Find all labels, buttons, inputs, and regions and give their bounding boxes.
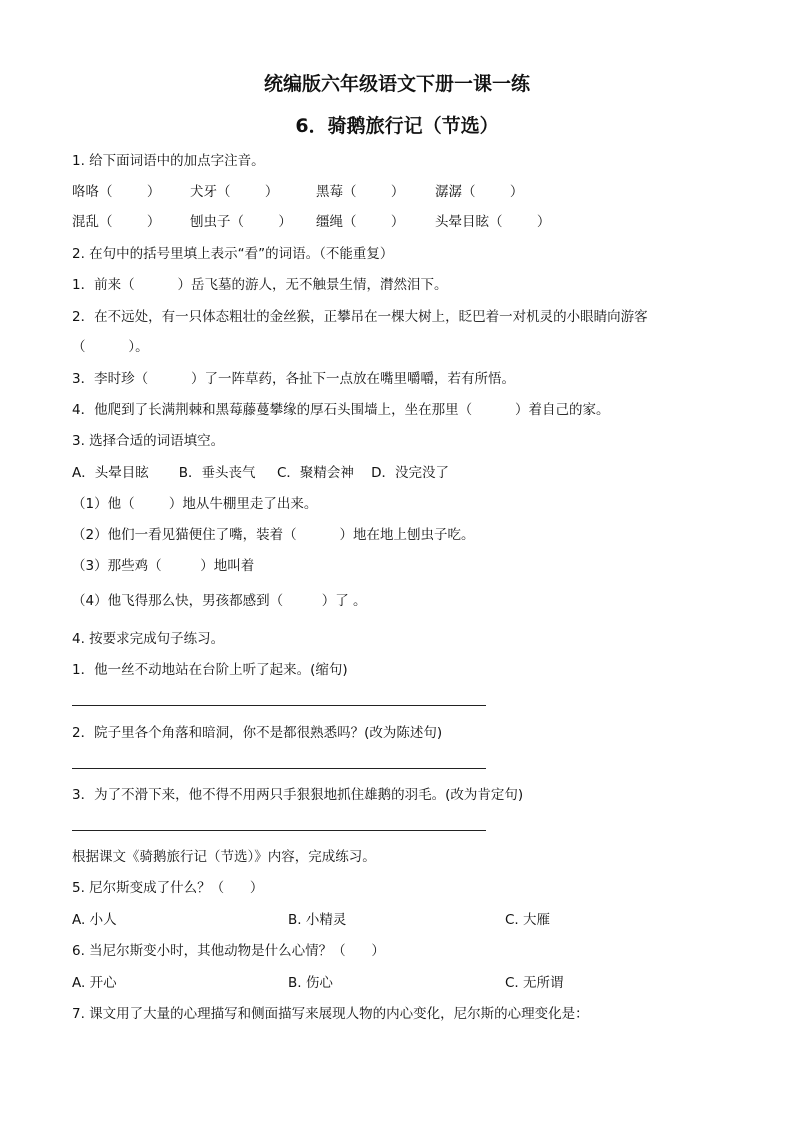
answer-line[interactable] <box>72 705 486 706</box>
q5-option-a[interactable]: A. 小人 <box>72 912 117 928</box>
q1-word: 潺潺（ ） <box>435 184 524 200</box>
page-title: 统编版六年级语文下册一课一练 <box>263 73 530 95</box>
q6-option-c[interactable]: C. 无所谓 <box>505 975 564 991</box>
q4-item: 2．院子里各个角落和暗洞，你不是都很熟悉吗？(改为陈述句) <box>72 725 443 741</box>
q5-option-b[interactable]: B. 小精灵 <box>288 912 347 928</box>
q7-stem: 7. 课文用了大量的心理描写和侧面描写来展现人物的内心变化，尼尔斯的心理变化是： <box>72 1006 589 1022</box>
q3-item: （1）他（ ）地从牛棚里走了出来。 <box>72 496 318 512</box>
q3-stem: 3. 选择合适的词语填空。 <box>72 433 225 449</box>
reading-intro: 根据课文《骑鹅旅行记（节选）》内容，完成练习。 <box>72 849 376 865</box>
q3-item: （3）那些鸡（ ）地叫着 <box>72 558 255 574</box>
q2-item: 2．在不远处，有一只体态粗壮的金丝猴，正攀吊在一棵大树上，眨巴着一对机灵的小眼睛向游客 <box>72 309 648 325</box>
q1-word: 咯咯（ ） <box>72 184 161 200</box>
q1-stem: 1. 给下面词语中的加点字注音。 <box>72 153 265 169</box>
answer-line[interactable] <box>72 768 486 769</box>
q5-option-c[interactable]: C. 大雁 <box>505 912 551 928</box>
q2-item: （ ）。 <box>72 339 149 355</box>
q4-stem: 4. 按要求完成句子练习。 <box>72 631 225 647</box>
q6-stem: 6. 当尼尔斯变小时，其他动物是什么心情？（ ） <box>72 943 385 959</box>
q2-item: 3．李时珍（ ）了一阵草药，各扯下一点放在嘴里嚼嚼，若有所悟。 <box>72 371 516 387</box>
q2-item: 4．他爬到了长满荆棘和黑莓藤蔓攀缘的厚石头围墙上，坐在那里（ ）着自己的家。 <box>72 402 610 418</box>
q3-item: （4）他飞得那么快，男孩都感到（ ）了 。 <box>72 593 367 609</box>
q2-item: 1．前来（ ）岳飞墓的游人，无不触景生情，潸然泪下。 <box>72 277 448 293</box>
q2-stem: 2. 在句中的括号里填上表示“看”的词语。（不能重复） <box>72 246 394 262</box>
q6-option-a[interactable]: A. 开心 <box>72 975 117 991</box>
lesson-title: 6．骑鹅旅行记（节选） <box>295 115 499 137</box>
q1-word: 犬牙（ ） <box>190 184 279 200</box>
q4-item: 3．为了不滑下来，他不得不用两只手狠狠地抓住雄鹅的羽毛。(改为肯定句) <box>72 787 524 803</box>
answer-line[interactable] <box>72 830 486 831</box>
q1-word: 黑莓（ ） <box>316 184 405 200</box>
q6-option-b[interactable]: B. 伤心 <box>288 975 333 991</box>
q5-stem: 5. 尼尔斯变成了什么？（ ） <box>72 880 264 896</box>
q1-word: 混乱（ ） <box>72 214 161 230</box>
q1-word: 头晕目眩（ ） <box>435 214 551 230</box>
q1-word: 缰绳（ ） <box>316 214 405 230</box>
q1-word: 刨虫子（ ） <box>190 214 292 230</box>
q3-options: A．头晕目眩 B．垂头丧气 C．聚精会神 D．没完没了 <box>72 465 449 481</box>
q3-item: （2）他们一看见猫便住了嘴，装着（ ）地在地上刨虫子吃。 <box>72 527 475 543</box>
q4-item: 1．他一丝不动地站在台阶上听了起来。(缩句) <box>72 662 348 678</box>
